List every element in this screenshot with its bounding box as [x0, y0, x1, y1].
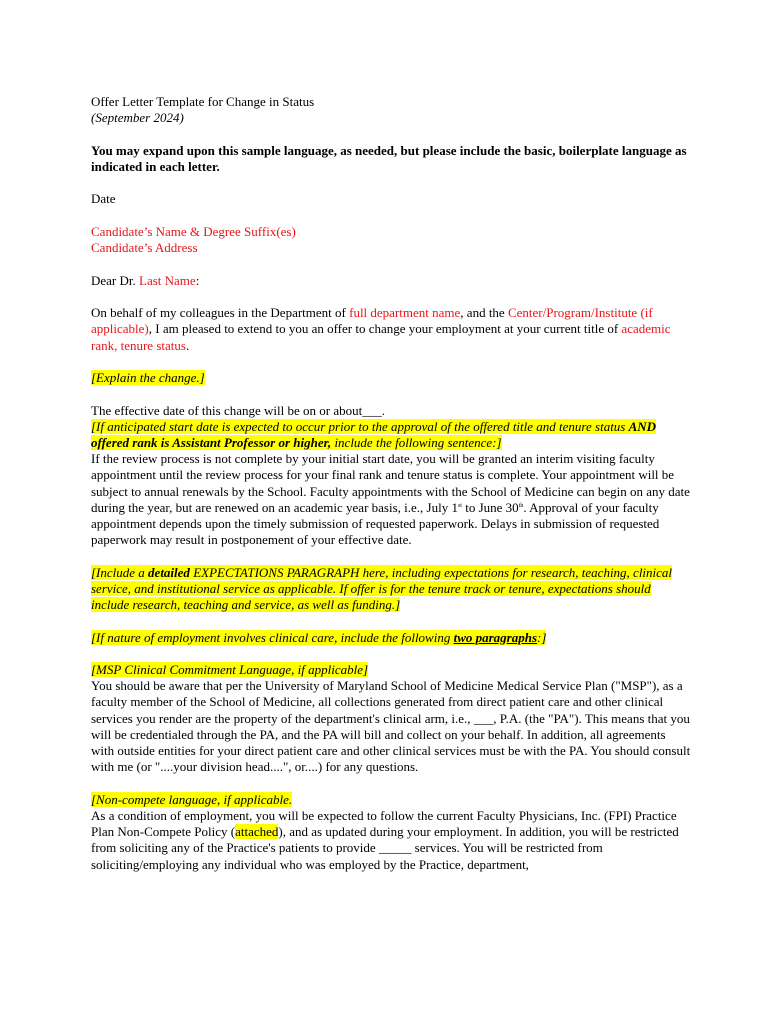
- explain-change-text: [Explain the change.]: [91, 370, 205, 386]
- start-date-note-text-1: [If anticipated start date is expected to occur prior to the approval of the offered title and tenure status: [91, 418, 629, 434]
- clinical-care-highlight: [91, 630, 546, 645]
- clinical-care-bold: two paragraphs: [453, 629, 538, 645]
- superscript-th: th: [518, 502, 524, 509]
- superscript-st: st: [457, 502, 462, 509]
- intro-text-4: .: [185, 337, 190, 353]
- instruction-note: You may expand upon this sample language, as needed, but please include the basic, boilerplate language as indicated in each letter.: [91, 142, 687, 174]
- attached-highlight: attached: [235, 824, 279, 840]
- noncompete-text-1: As a condition of employment, you will be expected to follow the current Faculty Physicians, Inc. (FPI) Practice Plan Non-Compete Policy (: [91, 807, 677, 840]
- noncompete-heading: [Non-compete language, if applicable.: [91, 791, 293, 807]
- expectations-highlight: [91, 565, 672, 612]
- intro-paragraph: [91, 305, 691, 354]
- recipient-block: [91, 224, 691, 256]
- msp-section: [91, 662, 691, 775]
- clinical-care-note: [91, 630, 691, 646]
- expectations-bold: detailed: [148, 564, 190, 580]
- noncompete-text-2: ), and as updated during your employment. In addition, you will be restricted from soliciting any of the Practice's patients to provide _____ services. You will be restricted from soliciting/employing any individual who was employed by the Practice, department,: [91, 824, 679, 872]
- rank-placeholder: academic rank, tenure status: [91, 321, 671, 353]
- effective-date-section: [91, 403, 691, 549]
- msp-heading: [MSP Clinical Commitment Language, if applicable]: [91, 662, 369, 678]
- clinical-care-text-1: [If nature of employment involves clinical care, include the following: [91, 629, 454, 645]
- review-process-text-1: If the review process is not complete by your initial start date, you will be granted an interim visiting faculty appointment until the review process for your final rank and tenure status is complete. Your appointment will be subject to annual renewals by the School. Faculty appointments with the School of Medicine can begin on any date during the year, but are renewed on an academic year basis, i.e., July 1: [91, 451, 690, 515]
- candidate-name: Candidate’s Name & Degree Suffix(es): [91, 223, 296, 239]
- intro-text-3: , I am pleased to extend to you an offer to change your employment at your current title of: [148, 321, 622, 337]
- document-date: (September 2024): [91, 110, 184, 126]
- candidate-address: Candidate’s Address: [91, 240, 198, 256]
- expectations-note: [91, 565, 691, 614]
- salutation-prefix: Dear Dr.: [91, 272, 140, 288]
- expectations-text-1: [Include a: [91, 564, 149, 580]
- salutation: [91, 273, 691, 289]
- effective-date-line: The effective date of this change will be on or about___.: [91, 402, 385, 418]
- letter-page: [91, 94, 691, 873]
- msp-body: You should be aware that per the University of Maryland School of Medicine Medical Service Plan ("MSP"), as a faculty member of the School of Medicine, all collections generated from direct patient care and other clinical services you render are the property of the department's clinical arm, i.e., ___, P.A. (the "PA"). This means that you will be credentialed through the PA, and the PA will bill and collect on your behalf. In addition, all agreements with outside entities for your direct patient care and other clinical services must be with the PA. You should consult with me (or "....your division head....", or....) for any questions.: [91, 678, 691, 775]
- start-date-note-bold: AND offered rank is Assistant Professor or higher,: [91, 418, 657, 450]
- expectations-text-2: EXPECTATIONS PARAGRAPH here, including expectations for research, teaching, clinical service, and institutional service as applicable. If offer is for the tenure track or tenure, expectations should include research, teaching and service, as well as funding.]: [91, 564, 673, 613]
- review-process-text-3: . Approval of your faculty appointment depends upon the timely submission of requested paperwork. Delays in submission of requested paperwork may result in postponement of your effective date.: [91, 499, 660, 548]
- review-process-text-2: to June 30: [461, 499, 519, 515]
- clinical-care-text-2: :]: [537, 629, 547, 645]
- department-placeholder: full department name: [349, 305, 461, 321]
- noncompete-section: [91, 792, 691, 873]
- intro-text-1: On behalf of my colleagues in the Department of: [91, 305, 350, 321]
- salutation-suffix: :: [195, 272, 200, 288]
- date-placeholder: Date: [91, 191, 116, 207]
- explain-change-note: [91, 370, 691, 386]
- start-date-note: [91, 419, 656, 450]
- center-placeholder: Center/Program/Institute (if applicable): [91, 305, 653, 337]
- document-title: Offer Letter Template for Change in Status: [91, 94, 315, 109]
- start-date-note-text-2: include the following sentence:]: [331, 434, 502, 450]
- title-block: [91, 94, 691, 126]
- salutation-last-name: Last Name: [139, 272, 196, 288]
- intro-text-2: , and the: [460, 305, 508, 321]
